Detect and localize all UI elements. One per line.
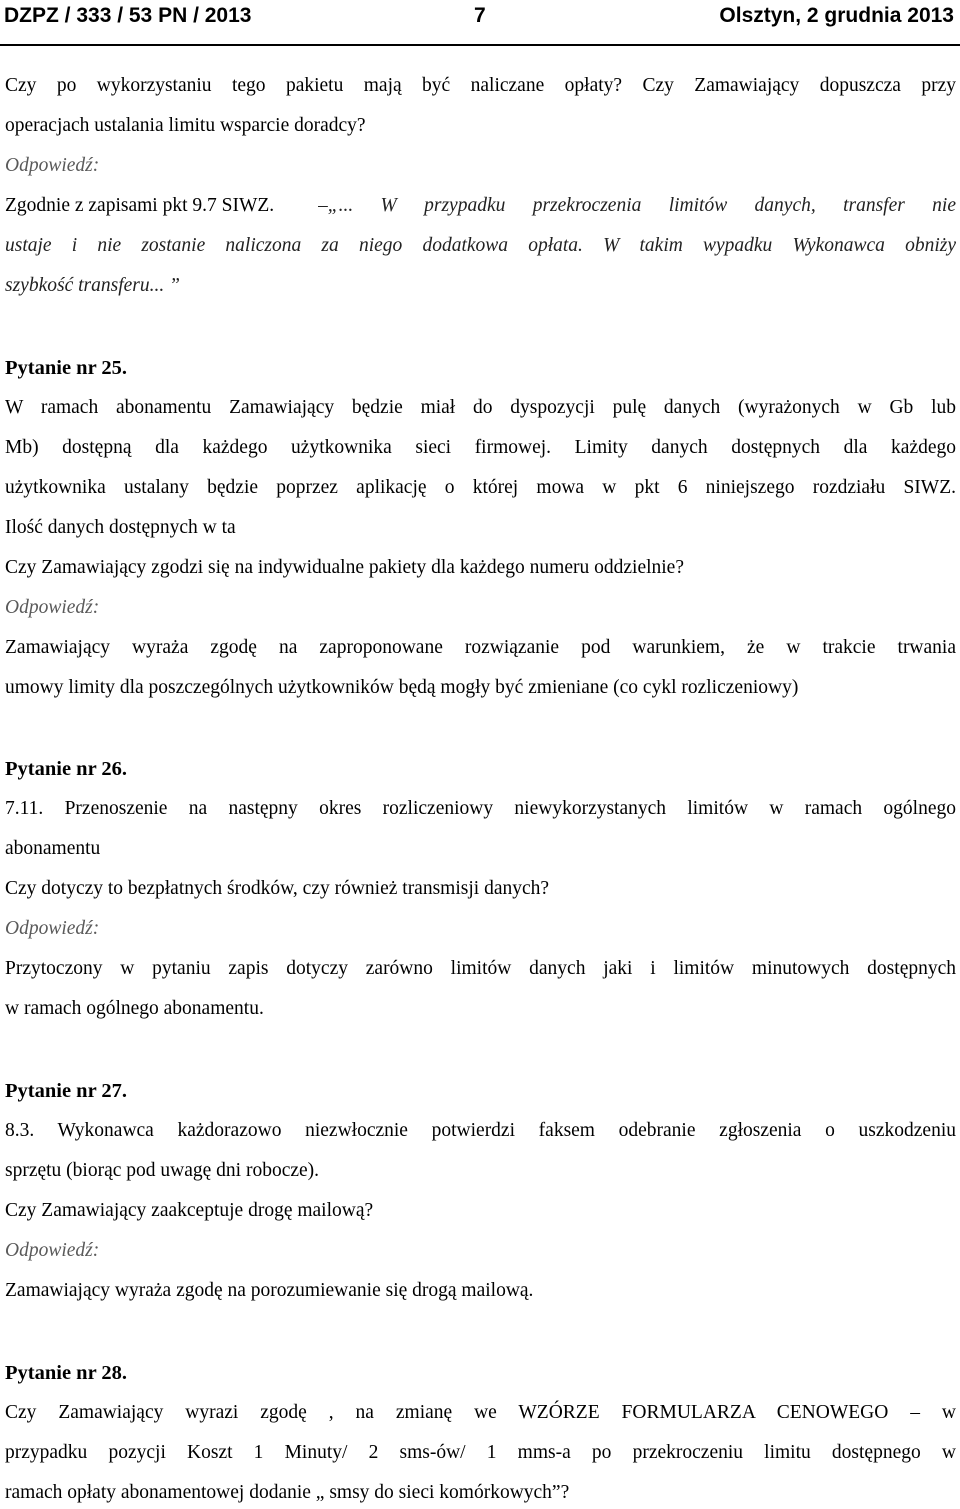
text-line: Zamawiający wyraża zgodę na zaproponowane rozwiązanie pod warunkiem, że w trakcie trwania [5, 637, 956, 658]
document-reference: DZPZ / 333 / 53 PN / 2013 [4, 4, 252, 27]
text-line: użytkownika ustalany będzie poprzez aplikację o której mowa w pkt 6 niniejszego rozdziału SIWZ. [5, 477, 956, 498]
text-line: abonamentu [5, 838, 101, 859]
page-number: 7 [474, 4, 486, 27]
question-heading: Pytanie nr 25. [5, 357, 128, 379]
text-line: Zamawiający wyraża zgodę na porozumiewanie się drogą mailową. [5, 1280, 534, 1301]
quoted-text: szybkość transferu... ” [5, 275, 180, 296]
answer-label: Odpowiedź: [5, 597, 100, 618]
quoted-text: ustaje i nie zostanie naliczona za niego dodatkowa opłata. W takim wypadku Wykonawca obniży [5, 235, 956, 256]
header-divider [0, 44, 960, 46]
text-line: Czy Zamawiający wyrazi zgodę , na zmianę we WZÓRZE FORMULARZA CENOWEGO – w [5, 1402, 956, 1423]
answer-label: Odpowiedź: [5, 918, 100, 939]
text-line: 8.3. Wykonawca każdorazowo niezwłocznie potwierdzi faksem odebranie zgłoszenia o uszkodzeniu [5, 1120, 956, 1141]
text-line: Czy po wykorzystaniu tego pakietu mają być naliczane opłaty? Czy Zamawiający dopuszcza przy [5, 75, 956, 96]
text-line: przypadku pozycji Koszt 1 Minuty/ 2 sms-ów/ 1 mms-a po przekroczeniu limitu dostępnego w [5, 1442, 956, 1463]
question-heading: Pytanie nr 26. [5, 758, 128, 780]
question-heading: Pytanie nr 27. [5, 1080, 128, 1102]
answer-label: Odpowiedź: [5, 1240, 100, 1261]
question-heading: Pytanie nr 28. [5, 1362, 128, 1384]
text-line: Przytoczony w pytaniu zapis dotyczy zarówno limitów danych jaki i limitów minutowych dostępnych [5, 958, 956, 979]
text-line: operacjach ustalania limitu wsparcie doradcy? [5, 115, 366, 136]
text-line: ramach opłaty abonamentowej dodanie „ smsy do sieci komórkowych”? [5, 1482, 570, 1503]
quoted-text: –„... W przypadku przekroczenia limitów danych, transfer nie [318, 195, 956, 216]
answer-label: Odpowiedź: [5, 155, 100, 176]
text-line: umowy limity dla poszczególnych użytkowników będą mogły być zmieniane (co cykl rozliczeniowy) [5, 677, 799, 698]
text-line: Mb) dostępną dla każdego użytkownika sieci firmowej. Limity danych dostępnych dla każdego [5, 437, 956, 458]
text-line: 7.11. Przenoszenie na następny okres rozliczeniowy niewykorzystanych limitów w ramach ogólnego [5, 798, 956, 819]
place-and-date: Olsztyn, 2 grudnia 2013 [719, 4, 954, 27]
text-line: sprzętu (biorąc pod uwagę dni robocze). [5, 1160, 320, 1181]
text-line: Czy dotyczy to bezpłatnych środków, czy również transmisji danych? [5, 878, 550, 899]
text-line: Czy Zamawiający zgodzi się na indywidualne pakiety dla każdego numeru oddzielnie? [5, 557, 684, 578]
text-line: Czy Zamawiający zaakceptuje drogę mailową? [5, 1200, 374, 1221]
page-header [0, 0, 960, 44]
text-line: Zgodnie z zapisami pkt 9.7 SIWZ. [5, 195, 275, 216]
text-line: w ramach ogólnego abonamentu. [5, 998, 264, 1019]
text-line: W ramach abonamentu Zamawiający będzie miał do dyspozycji pulę danych (wyrażonych w Gb lub [5, 397, 956, 418]
text-line: Ilość danych dostępnych w ta [5, 517, 236, 538]
